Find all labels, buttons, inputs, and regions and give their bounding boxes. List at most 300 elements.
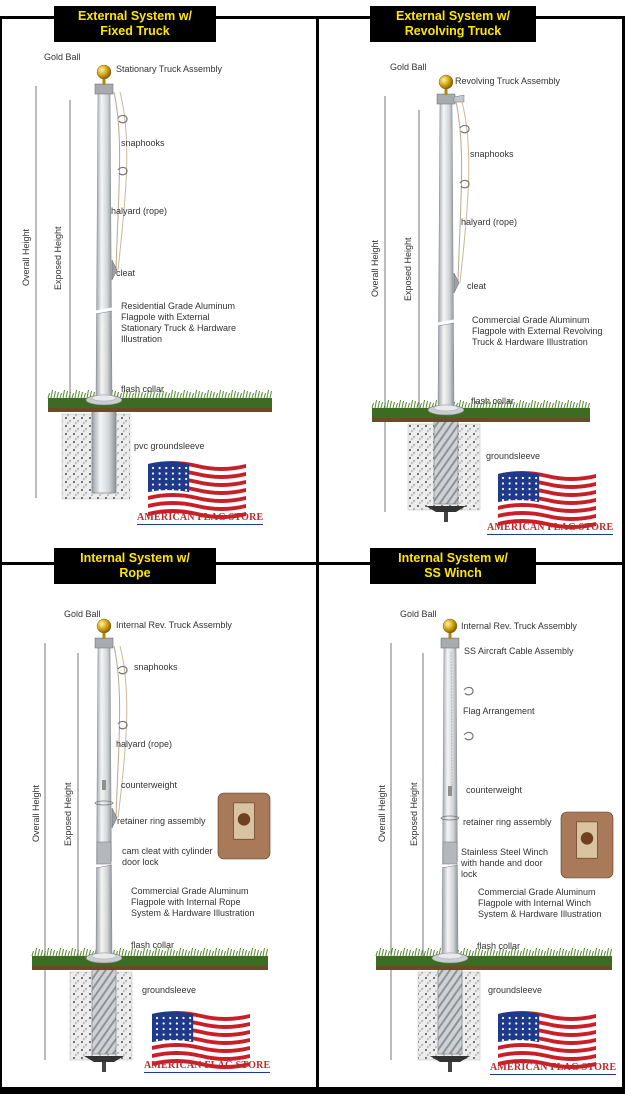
panel-4-grass-blade: [538, 949, 540, 956]
panel-2-snaphook-1: [460, 125, 469, 132]
panel-1-grass-blade: [195, 390, 197, 398]
panel-4-flag-star: [535, 1017, 537, 1019]
panel-1-flag-canton: [148, 462, 189, 493]
panel-2-grass-blade: [525, 402, 527, 408]
panel-3-grass-blade: [182, 949, 184, 956]
panel-3-grass-blade: [152, 951, 154, 956]
panel-4-grass-blade: [601, 950, 603, 956]
panel-4-grass-blade: [421, 950, 423, 956]
panel-3-grass-blade: [215, 948, 217, 956]
panel-3-groundsleeve: [92, 968, 116, 1054]
panel-4-flag-star: [528, 1017, 530, 1019]
panel-1-grass-blade: [246, 391, 248, 398]
panel-3-grass-blade: [197, 950, 199, 956]
panel-4-flag-star: [502, 1022, 504, 1024]
panel-3-grass-blade: [140, 951, 142, 956]
panel-4-exposed-height-label: Exposed Height: [409, 782, 419, 846]
panel-2-flag-star: [515, 499, 517, 501]
panel-4-flag-star: [522, 1028, 524, 1030]
panel-2-grass-blade: [516, 403, 518, 408]
vertical-divider: [316, 16, 319, 1094]
panel-3-grass-blade: [185, 950, 187, 956]
panel-3-flag-star: [163, 1017, 165, 1019]
panel-3-grass-blade: [254, 949, 256, 956]
panel-2-base-plate: [426, 506, 466, 512]
panel-3-flag-star: [169, 1039, 171, 1041]
panel-1-pole: [96, 92, 112, 404]
panel-2-grass-blade: [420, 403, 422, 408]
panel-3-flag-star: [156, 1033, 158, 1035]
panel-1-grass-blade: [249, 392, 251, 398]
panel-3-title: [54, 548, 216, 584]
panel-4-grass-blade: [595, 948, 597, 956]
panel-2-gold-ball: [439, 75, 453, 89]
panel-1-title-line-2: Fixed Truck: [100, 24, 170, 38]
panel-1-grass-blade: [204, 393, 206, 398]
panel-3-grass-blade: [221, 950, 223, 956]
panel-1-grass-blade: [177, 392, 179, 398]
panel-3-flag-star: [182, 1022, 184, 1024]
panel-3-halyard-label: halyard (rope): [116, 739, 173, 749]
panel-1-grass-blade: [216, 393, 218, 398]
panel-4-groundsleeve: [438, 968, 462, 1054]
panel-2-flag-star: [528, 482, 530, 484]
panel-2-grass-blade: [570, 401, 572, 408]
panel-2-grass-blade: [564, 403, 566, 408]
panel-4-gold-ball-label: Gold Ball: [400, 609, 437, 619]
panel-2-grass-blade: [393, 402, 395, 408]
panel-1-grass-blade: [186, 391, 188, 398]
panel-1-grass-blade: [189, 392, 191, 398]
panel-4-grass-blade: [532, 951, 534, 956]
panel-4-grass-blade: [382, 949, 384, 956]
panel-1-grass-blade: [210, 391, 212, 398]
panel-1-dirt: [48, 408, 272, 412]
panel-1-cleat-label: cleat: [116, 268, 136, 278]
panel-1-grass-blade: [66, 391, 68, 398]
panel-1-flag-star: [172, 483, 174, 485]
panel-1-grass-blade: [180, 393, 182, 398]
panel-3-grass-blade: [266, 949, 268, 956]
panel-1-flag-star: [152, 483, 154, 485]
panel-3-grass-blade: [176, 951, 178, 956]
panel-3-flag-star: [169, 1028, 171, 1030]
panel-3-flag-star: [156, 1017, 158, 1019]
panel-3-grass-blade: [263, 948, 265, 956]
panel-1-grass-blade: [207, 390, 209, 398]
panel-1-grass-blade: [237, 392, 239, 398]
panel-4-flag-star: [509, 1022, 511, 1024]
panel-2-grass-blade: [540, 403, 542, 408]
panel-2-grass-blade: [537, 402, 539, 408]
panel-1-grass-blade: [201, 392, 203, 398]
panel-3-flag-star: [189, 1028, 191, 1030]
panel-1-exposed-height-label: Exposed Height: [53, 226, 63, 290]
panel-4-brand: AMERICAN FLAG STORE: [490, 1062, 617, 1073]
panel-2-flag-star: [522, 499, 524, 501]
panel-2-grass-blade: [468, 403, 470, 408]
panel-1-grass-blade: [171, 390, 173, 398]
panel-2-title: [370, 6, 536, 42]
panel-4-grass-blade: [520, 951, 522, 956]
panel-2-grass-blade: [555, 400, 557, 408]
panel-3-grass-blade: [218, 949, 220, 956]
panel-2-exposed-height-label: Exposed Height: [403, 237, 413, 301]
panel-4-title: [370, 548, 536, 584]
panel-2-groundsleeve: [434, 420, 458, 504]
panel-1-flag-star: [178, 483, 180, 485]
panel-3-inset-detail: [238, 813, 250, 825]
panel-1-grass-blade: [243, 390, 245, 398]
panel-1-flag: [148, 461, 246, 519]
panel-4-grass-blade: [523, 948, 525, 956]
panel-1-flash-collar-label: flash collar: [121, 384, 165, 394]
panel-2-grass-blade: [462, 401, 464, 408]
panel-4-truck-label: Internal Rev. Truck Assembly: [461, 621, 577, 631]
panel-1-flag-star: [178, 489, 180, 491]
panel-3-grass-blade: [227, 948, 229, 956]
panel-4-flag-star: [522, 1039, 524, 1041]
panel-4-flash-collar-label: flash collar: [477, 941, 521, 951]
panel-1-grass-blade: [174, 391, 176, 398]
panel-1-flag-star: [172, 489, 174, 491]
panel-4-grass-blade: [424, 951, 426, 956]
panel-3-grass-blade: [38, 949, 40, 956]
panel-3-grass-blade: [119, 948, 121, 956]
panel-2-flag-star: [528, 499, 530, 501]
panel-4-flag-canton: [498, 1012, 539, 1043]
panel-2-grass-blade: [426, 401, 428, 408]
panel-2-grass-blade: [372, 403, 374, 408]
panel-3-snaphook-1: [118, 666, 127, 673]
panel-2-flag-star: [509, 482, 511, 484]
panel-1-title: [54, 6, 216, 42]
panel-2-truck-arm: [454, 95, 464, 102]
panel-2-grass-blade: [399, 400, 401, 408]
panel-2-cleat-label: cleat: [467, 281, 487, 291]
panel-1-snaphooks-label: snaphooks: [121, 138, 165, 148]
panel-1-flag-star: [172, 467, 174, 469]
panel-3-access-door: [97, 842, 111, 864]
panel-4-grass-blade: [574, 949, 576, 956]
panel-4-grass-blade: [559, 948, 561, 956]
panel-2-flag-star: [535, 499, 537, 501]
panel-2-flag-star: [515, 477, 517, 479]
panel-1-grass-blade: [183, 390, 185, 398]
panel-4-grass-blade: [397, 950, 399, 956]
panel-2-grass-blade: [402, 401, 404, 408]
panel-1-flag-star: [185, 472, 187, 474]
panel-4-grass-blade: [379, 948, 381, 956]
panel-3-flag-star: [176, 1022, 178, 1024]
panel-4-grass-blade: [544, 951, 546, 956]
panel-2-grass-blade: [543, 400, 545, 408]
panel-3-grass-blade: [200, 951, 202, 956]
panel-4-truck: [441, 638, 459, 648]
panel-1-flag-star: [159, 478, 161, 480]
panel-2-flag-star: [502, 488, 504, 490]
panel-2-flash-collar-top: [434, 405, 458, 411]
panel-2-title-line-1: External System w/: [396, 9, 510, 23]
panel-2-halyard-label: halyard (rope): [461, 217, 518, 227]
panel-1-grass-blade: [228, 393, 230, 398]
panel-4-flag-star: [502, 1028, 504, 1030]
panel-3-grass-blade: [191, 948, 193, 956]
panel-2-flag-star: [509, 488, 511, 490]
panel-4-flag-star: [509, 1028, 511, 1030]
panel-4-retainer-label: retainer ring assembly: [463, 817, 552, 827]
panel-2-grass-blade: [375, 400, 377, 408]
panel-4-flash-collar-top: [438, 953, 462, 959]
panel-4-grass-blade: [466, 949, 468, 956]
panel-1-grass-blade: [255, 390, 257, 398]
panel-2-grass-blade: [549, 402, 551, 408]
panel-4-grass-blade: [565, 950, 567, 956]
panel-3-flag-star: [189, 1017, 191, 1019]
panel-2-truck: [437, 94, 455, 104]
panel-3-flag-star: [156, 1039, 158, 1041]
panel-1-grass-blade: [168, 393, 170, 398]
panel-1-flag-star: [185, 478, 187, 480]
panel-2-flag-star: [535, 488, 537, 490]
panel-4-grass-blade: [385, 950, 387, 956]
panel-4-overall-height-label: Overall Height: [377, 784, 387, 842]
panel-3-flag-star: [156, 1028, 158, 1030]
panel-2-grass-blade: [567, 400, 569, 408]
panel-2-grass-blade: [423, 400, 425, 408]
panel-3-flag-star: [176, 1033, 178, 1035]
panel-1-flag-star: [165, 489, 167, 491]
panel-4-pole: [442, 646, 458, 962]
panel-2-overall-height-label: Overall Height: [370, 239, 380, 297]
panel-4-grass-blade: [607, 948, 609, 956]
panel-2-grass-blade: [579, 400, 581, 408]
panel-2-grass-blade: [411, 400, 413, 408]
panel-2-groundsleeve-label: groundsleeve: [486, 451, 541, 461]
panel-2-flag-star: [528, 477, 530, 479]
panel-3-truck-label: Internal Rev. Truck Assembly: [116, 620, 232, 630]
panel-3-flag-star: [156, 1022, 158, 1024]
panel-3-grass-blade: [128, 951, 130, 956]
panel-3-grass-blade: [56, 951, 58, 956]
panel-1-overall-height-label: Overall Height: [21, 228, 31, 286]
panel-2-grass-blade: [405, 402, 407, 408]
panel-3-title-line-1: Internal System w/: [80, 551, 190, 565]
panel-1-flag-star: [165, 483, 167, 485]
panel-2-flag-star: [535, 493, 537, 495]
panel-1-flag-star: [152, 478, 154, 480]
panel-4-grass-blade: [415, 948, 417, 956]
panel-1-grass-blade: [258, 391, 260, 398]
panel-2-flag: [498, 471, 596, 529]
panel-4-flag-star: [528, 1033, 530, 1035]
panel-2-halyard: [456, 102, 462, 283]
panel-1-grass-blade: [81, 392, 83, 398]
panel-3-brand: AMERICAN FLAG STORE: [144, 1060, 271, 1071]
panel-4-flag-star: [509, 1017, 511, 1019]
panel-2-spike: [444, 512, 448, 522]
panel-2-grass-blade: [576, 403, 578, 408]
panel-4-flag-arrangement-label: Flag Arrangement: [463, 706, 535, 716]
panel-2-flag-star: [535, 482, 537, 484]
panel-2-grass-blade: [585, 402, 587, 408]
panel-2-grass-blade: [429, 402, 431, 408]
panel-3-grass-blade: [260, 951, 262, 956]
panel-1-brand: AMERICAN FLAG STORE: [137, 512, 264, 523]
panel-3-grass-blade: [41, 950, 43, 956]
panel-2-flash-collar-label: flash collar: [471, 396, 515, 406]
panel-2-grass-blade: [531, 400, 533, 408]
panel-3-grass-blade: [50, 949, 52, 956]
panel-4-flag-star: [515, 1033, 517, 1035]
panel-3-grass-blade: [239, 948, 241, 956]
panel-3-base-plate: [84, 1056, 124, 1062]
panel-1-grass-blade: [213, 392, 215, 398]
panel-2-flag-star: [522, 493, 524, 495]
panel-3-grass-blade: [74, 949, 76, 956]
panel-1-halyard: [114, 92, 120, 270]
panel-4-grass-blade: [409, 950, 411, 956]
panel-2-flag-canton: [498, 472, 539, 503]
panel-1-flag-star: [185, 467, 187, 469]
panel-2-grass-blade: [381, 402, 383, 408]
panel-1-grass-blade: [60, 393, 62, 398]
panel-1-grass-blade: [219, 390, 221, 398]
panel-4-grass-blade: [529, 950, 531, 956]
panel-4-flag: [498, 1011, 596, 1069]
panel-3-grass-blade: [257, 950, 259, 956]
panel-4-groundsleeve-label: groundsleeve: [488, 985, 543, 995]
panel-2-grass-blade: [582, 401, 584, 408]
panel-2-flag-star: [502, 493, 504, 495]
panel-2-grass-blade: [465, 402, 467, 408]
panel-1-flag-star: [185, 483, 187, 485]
panel-2-grass-blade: [522, 401, 524, 408]
panel-1-grass-blade: [270, 391, 272, 398]
panel-3-snaphooks-label: snaphooks: [134, 662, 178, 672]
panel-4-grass-blade: [472, 951, 474, 956]
panel-1-grass-blade: [165, 392, 167, 398]
panel-3-grass-blade: [248, 951, 250, 956]
panel-4-flag-star: [522, 1022, 524, 1024]
panel-4-grass-blade: [469, 950, 471, 956]
panel-1-truck-label: Stationary Truck Assembly: [116, 64, 223, 74]
panel-1-grass-blade: [261, 392, 263, 398]
panel-4-grass-blade: [430, 949, 432, 956]
left-border: [0, 16, 2, 1094]
panel-3-grass-blade: [86, 949, 88, 956]
panel-3-grass-blade: [245, 950, 247, 956]
panel-2-flag-star: [528, 493, 530, 495]
panel-3-counterweight: [102, 780, 106, 790]
panel-3-flag-star: [163, 1028, 165, 1030]
panel-3-groundsleeve-label: groundsleeve: [142, 985, 197, 995]
panel-4-flag-star: [515, 1017, 517, 1019]
panel-3-grass-blade: [251, 948, 253, 956]
panel-4-flag-star: [535, 1022, 537, 1024]
panel-3-flash-collar-top: [92, 953, 116, 959]
panel-3-flag-star: [169, 1033, 171, 1035]
panel-4-grass-blade: [541, 950, 543, 956]
panel-3-grass-blade: [47, 948, 49, 956]
panel-1-flag-star: [152, 489, 154, 491]
panel-3-flag-star: [189, 1039, 191, 1041]
panel-2-flag-star: [535, 477, 537, 479]
panel-4-grass-blade: [571, 948, 573, 956]
panel-2-dirt: [372, 418, 590, 422]
panel-2-grass-blade: [558, 401, 560, 408]
panel-3-grass-blade: [35, 948, 37, 956]
panel-4-grass-blade: [403, 948, 405, 956]
panel-4-grass-blade: [400, 951, 402, 956]
panel-3-counterweight-label: counterweight: [121, 780, 178, 790]
panel-4-flag-star: [528, 1028, 530, 1030]
panel-2-grass-blade: [378, 401, 380, 408]
panel-4-flag-star: [515, 1039, 517, 1041]
panel-1-flag-star: [165, 467, 167, 469]
panel-1-grass-blade: [267, 390, 269, 398]
panel-3-flag-star: [176, 1028, 178, 1030]
panel-2-title-line-2: Revolving Truck: [404, 24, 502, 38]
panel-3-flag-star: [169, 1017, 171, 1019]
panel-2-grass-blade: [552, 403, 554, 408]
panel-4-flag-star: [509, 1033, 511, 1035]
panel-4-grass-blade: [412, 951, 414, 956]
panel-4-counterweight: [448, 786, 452, 796]
panel-4-grass-blade: [604, 951, 606, 956]
panel-4-cable-label: SS Aircraft Cable Assembly: [464, 646, 574, 656]
panel-2-grass-blade: [528, 403, 530, 408]
panel-4-flag-star: [535, 1033, 537, 1035]
panel-3-grass-blade: [206, 949, 208, 956]
panel-3-overall-height-label: Overall Height: [31, 784, 41, 842]
panel-1-grass-blade: [87, 390, 89, 398]
panel-4-grass-blade: [583, 948, 585, 956]
panel-2-grass-blade: [561, 402, 563, 408]
panel-1-gold-ball-label: Gold Ball: [44, 52, 81, 62]
panel-4-grass-blade: [427, 948, 429, 956]
panel-4-dirt: [376, 966, 612, 970]
panel-2-grass-blade: [408, 403, 410, 408]
panel-1-grass-blade: [240, 393, 242, 398]
panel-3-grass-blade: [71, 948, 73, 956]
panel-4-gold-ball: [443, 619, 457, 633]
panel-2-flag-star: [509, 477, 511, 479]
panel-4-title-line-2: SS Winch: [424, 566, 482, 580]
panel-4-grass-blade: [568, 951, 570, 956]
panel-2-flag-star: [522, 477, 524, 479]
panel-4-grass-blade: [562, 949, 564, 956]
panel-3-grass-blade: [83, 948, 85, 956]
panel-2-art: [372, 75, 596, 529]
panel-2-flag-star: [502, 499, 504, 501]
panel-2-flag-star: [515, 482, 517, 484]
panel-1-description: Residential Grade Aluminum Flagpole with External Stationary Truck & Hardware Illustration: [121, 301, 237, 344]
panel-2-grass-blade: [519, 400, 521, 408]
panel-4-grass-blade: [550, 949, 552, 956]
panel-4-grass-blade: [556, 951, 558, 956]
panel-4-grass-blade: [589, 950, 591, 956]
panel-3-flag-star: [182, 1017, 184, 1019]
panel-1-flag-star: [165, 472, 167, 474]
panel-2-truck-label: Revolving Truck Assembly: [455, 76, 561, 86]
panel-3-flag-star: [163, 1022, 165, 1024]
panel-2-grass-blade: [573, 402, 575, 408]
panel-2-flag-star: [509, 499, 511, 501]
panel-2-grass-blade: [387, 400, 389, 408]
panel-3-exposed-height-label: Exposed Height: [63, 782, 73, 846]
panel-1-flag-star: [159, 472, 161, 474]
